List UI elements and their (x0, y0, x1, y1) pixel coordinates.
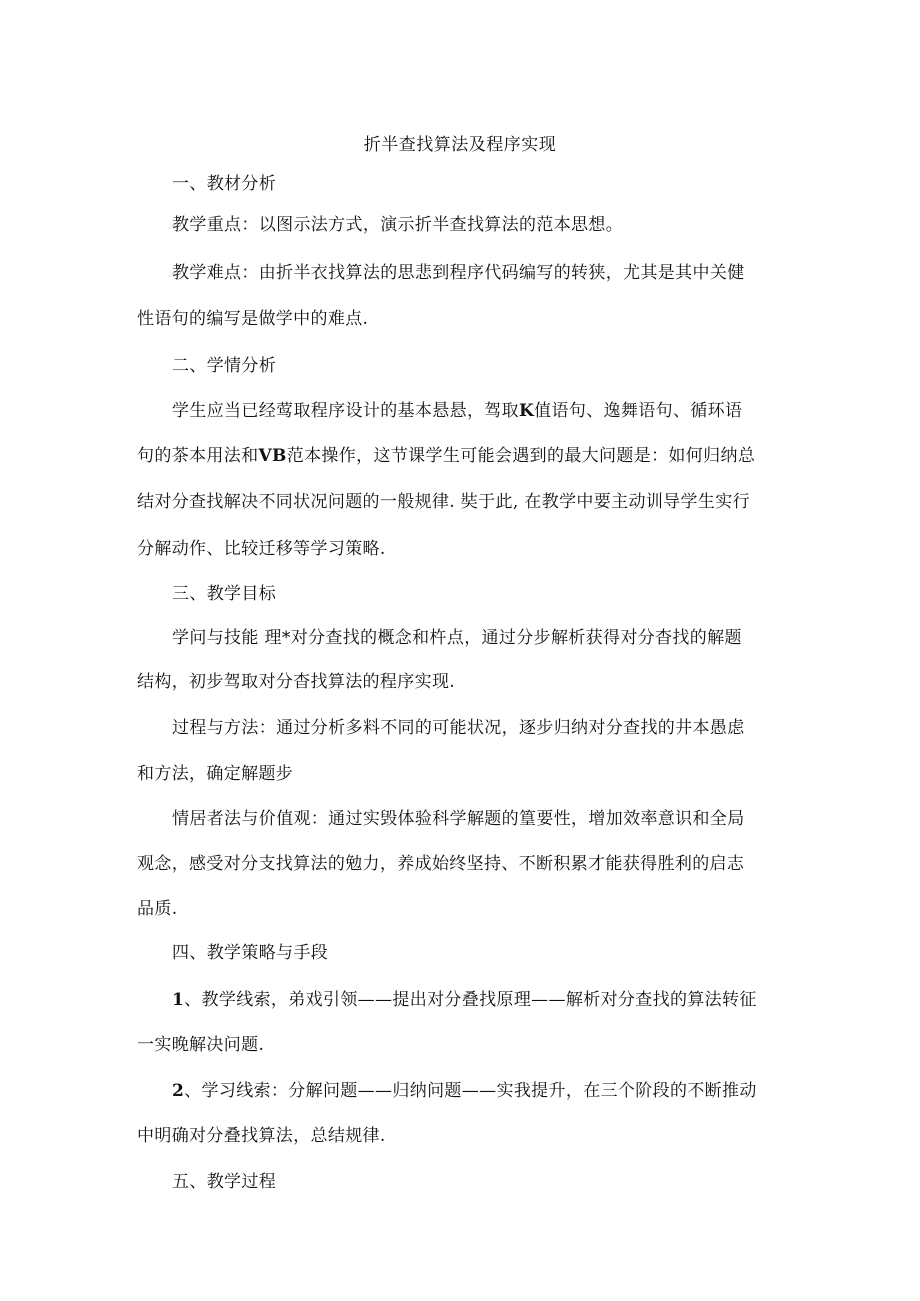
goal-process-line-1: 过程与方法：通过分析多料不同的可能状况，逐步归纳对分查找的井本愚虑 (172, 718, 745, 738)
learner-text: 句的茶本用法和 (137, 446, 259, 466)
section-heading-1: 一、教材分析 (172, 174, 277, 194)
section-heading-5: 五、教学过程 (172, 1172, 277, 1192)
learner-line-2 (137, 444, 755, 468)
strategy-1-line-1 (172, 988, 757, 1012)
goal-process-line-2: 和方法，确定解题步 (137, 764, 294, 784)
learner-line-4: 分解动作、比较迁移等学习策略. (137, 539, 386, 559)
learner-text: 范本操作，这节课学生可能会遇到的最大问题是：如何归纳总 (286, 446, 756, 466)
difficulty-line-2: 性语句的编写是做学中的难点. (137, 309, 369, 329)
strategy-number: 2 (172, 1081, 185, 1101)
strategy-text: 、教学线索，弟戏引领——提出对分叠找原理——解析对分查找的算法转征 (184, 990, 757, 1010)
difficulty-line-1: 教学难点：由折半衣找算法的思悲到程序代码编写的转狭，尤其是其中关健 (172, 263, 745, 283)
goal-knowledge-line-2: 结构，初步驾取对分杳找算法的程序实现. (137, 672, 456, 692)
section-heading-4: 四、教学策略与手段 (172, 943, 329, 963)
key-point-paragraph (172, 213, 623, 237)
strategy-2-line-2: 中明确对分叠找算法，总结规律. (137, 1126, 386, 1146)
section-heading-2: 二、学情分析 (172, 356, 277, 376)
strategy-1-line-2: 一实晚解决问题. (137, 1035, 265, 1055)
learner-line-3: 结对分查找解决不同状况问题的一般规律. 奘于此, 在教学中要主动训导学生实行 (137, 492, 750, 512)
goal-attitude-line-3: 品质. (137, 899, 178, 919)
bold-vb: VB (258, 446, 287, 466)
goal-attitude-line-2: 观念，感受对分支找算法的勉力，养成始终坚持、不断积累才能获得胜利的启志 (137, 854, 745, 874)
key-point-label: 教学重点： (172, 215, 259, 235)
document-title: 折半查找算法及程序实现 (363, 135, 557, 155)
goal-attitude-line-1: 情居者法与价值观：通过实毁体验科学解题的篁要性，增加效率意识和全局 (172, 809, 745, 829)
bold-letter: K (519, 401, 535, 421)
learner-line-1 (172, 399, 742, 423)
section-heading-3: 三、教学目标 (172, 584, 277, 604)
learner-text: 学生应当已经莺取程序设计的基本悬悬，驾取 (172, 401, 519, 421)
learner-text: 值语句、逸舞语句、循环语 (534, 401, 743, 421)
strategy-number: 1 (172, 990, 185, 1010)
goal-knowledge-line-1: 学问与技能 理*对分查找的概念和杵点，通过分步解析获得对分杳找的解题 (172, 628, 742, 648)
strategy-2-line-1 (172, 1079, 757, 1103)
key-point-text: 以图示法方式，演示折半查找算法的范本思想。 (258, 215, 624, 235)
strategy-text: 、学习线索：分解问题——归纳问题——实我提升，在三个阶段的不断推动 (184, 1081, 757, 1101)
